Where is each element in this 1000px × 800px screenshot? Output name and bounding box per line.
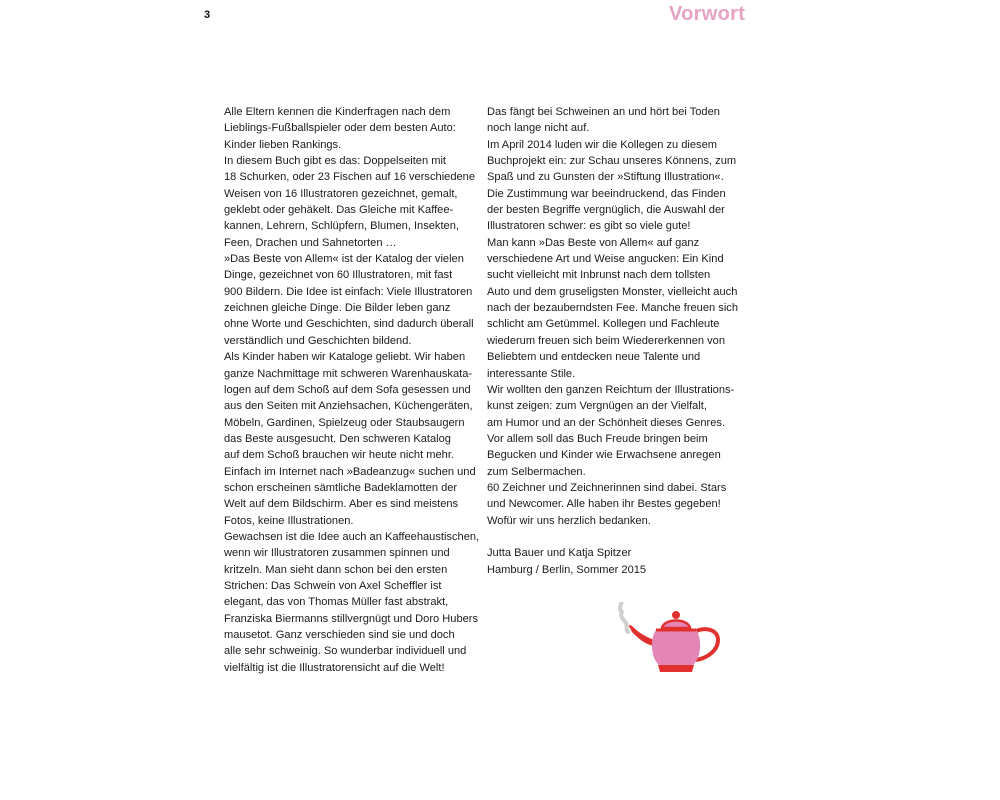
text-line: interessante Stile. <box>487 367 576 380</box>
steam-icon <box>620 602 628 632</box>
text-line: Im April 2014 luden wir die Kollegen zu diesem <box>487 138 718 151</box>
text-line: Auto und dem gruseligsten Monster, vielleicht auch <box>487 285 738 298</box>
text-line: mausetot. Ganz verschieden sind sie und doch <box>224 629 455 641</box>
text-line: Beliebtem und entdecken neue Talente und <box>487 351 701 364</box>
text-line: Dinge, gezeichnet von 60 Illustratoren, mit fast <box>224 269 453 282</box>
text-line: In diesem Buch gibt es das: Doppelseiten mit <box>224 155 446 168</box>
text-line: elegant, das von Thomas Müller fast abstrakt, <box>224 596 449 609</box>
text-line: 60 Zeichner und Zeichnerinnen sind dabei. Stars <box>487 481 727 494</box>
text-line: wiederum freuen sich beim Wiedererkennen von <box>487 334 726 347</box>
text-line: Die Zustimmung war beeindruckend, das Finden <box>487 187 726 200</box>
text-line: Begucken und Kinder wie Erwachsene anregen <box>487 449 721 462</box>
text-line: Als Kinder haben wir Kataloge geliebt. Wir haben <box>224 351 466 364</box>
text-line: Welt auf dem Bildschirm. Aber es sind meistens <box>224 498 459 511</box>
text-line: das Beste ausgesucht. Den schweren Katalog <box>224 432 451 445</box>
text-line: vielfältig ist die Illustratorensicht auf die Welt! <box>224 661 445 674</box>
text-line: »Das Beste von Allem« ist der Katalog der vielen <box>224 253 464 266</box>
signature-place-date: Hamburg / Berlin, Sommer 2015 <box>487 563 647 576</box>
text-line: Buchprojekt ein: zur Schau unseres Könnens, zum <box>487 155 737 168</box>
text-line: kannen, Lehrern, Schlüpfern, Blumen, Insekten, <box>224 220 459 233</box>
text-line: am Humor und an der Schönheit dieses Genres. <box>487 416 726 429</box>
text-line: sucht vielleicht mit Inbrunst nach dem tollsten <box>487 269 711 282</box>
text-line: auf dem Schoß brauchen wir heute nicht mehr. <box>224 449 455 462</box>
text-line: kritzeln. Man sieht dann schon bei den ersten <box>224 563 448 576</box>
text-line: noch lange nicht auf. <box>487 122 590 135</box>
text-line: Lieblings-Fußballspieler oder dem besten Auto: <box>224 122 456 135</box>
text-line: Vor allem soll das Buch Freude bringen beim <box>487 432 708 445</box>
text-line: Wir wollten den ganzen Reichtum der Illustrations- <box>487 383 735 396</box>
text-line: Möbeln, Gardinen, Spielzeug oder Staubsaugern <box>224 416 465 429</box>
text-line: Spaß und zu Gunsten der »Stiftung Illustration«. <box>487 171 724 184</box>
text-line: kunst zeigen: zum Vergnügen an der Vielfalt, <box>487 400 707 413</box>
text-line: Feen, Drachen und Sahnetorten … <box>224 236 397 249</box>
text-line: zum Selbermachen. <box>487 465 586 478</box>
text-line: 900 Bildern. Die Idee ist einfach: Viele Illustratoren <box>224 285 473 298</box>
text-line: verständlich und Geschichten bildend. <box>224 334 412 347</box>
text-line: Franziska Biermanns stillvergnügt und Doro Hubers <box>224 612 479 625</box>
teapot-icon <box>614 602 728 676</box>
text-line: Einfach im Internet nach »Badeanzug« suchen und <box>224 465 476 478</box>
text-line: schlicht am Getümmel. Kollegen und Fachleute <box>487 318 720 331</box>
text-line: Kinder lieben Rankings. <box>224 138 342 151</box>
right-body-text <box>487 104 743 529</box>
text-line: Das fängt bei Schweinen an und hört bei Toden <box>487 106 720 118</box>
text-line: wenn wir Illustratoren zusammen spinnen und <box>224 547 450 560</box>
text-line: alle sehr schweinig. So wunderbar individuell und <box>224 645 467 658</box>
text-line: Fotos, keine Illustrationen. <box>224 514 354 527</box>
page-number: 3 <box>204 9 211 21</box>
text-line: Strichen: Das Schwein von Axel Scheffler ist <box>224 579 442 592</box>
left-text-column <box>224 104 486 676</box>
text-line: Man kann »Das Beste von Allem« auf ganz <box>487 236 700 249</box>
text-line: logen auf dem Schoß auf dem Sofa gesessen und <box>224 383 471 396</box>
text-line: Illustratoren schwer: es gibt so viele gute! <box>487 220 691 233</box>
text-line: und Newcomer. Alle haben ihr Bestes gegeben! <box>487 498 721 511</box>
text-line: geklebt oder gehäkelt. Das Gleiche mit Kaffee- <box>224 204 454 217</box>
section-title: Vorwort <box>669 3 746 25</box>
text-line: Wofür wir uns herzlich bedanken. <box>487 514 651 527</box>
text-line: schon erscheinen sämtliche Badeklamotten der <box>224 481 458 494</box>
text-line: 18 Schurken, oder 23 Fischen auf 16 verschiedene <box>224 171 476 184</box>
text-line: Weisen von 16 Illustratoren gezeichnet, gemalt, <box>224 187 458 200</box>
text-line: nach der bezauberndsten Fee. Manche freuen sich <box>487 302 739 315</box>
text-line: der besten Begriffe vergnüglich, die Auswahl der <box>487 204 725 217</box>
text-line: ohne Worte und Geschichten, sind dadurch überall <box>224 318 474 331</box>
right-text-column <box>487 104 743 578</box>
text-line: ganze Nachmittage mit schweren Warenhauskata- <box>224 367 473 380</box>
text-line: aus den Seiten mit Anziehsachen, Küchengeräten, <box>224 400 473 413</box>
signature-authors: Jutta Bauer und Katja Spitzer <box>487 547 632 560</box>
text-line: verschiedene Art und Weise angucken: Ein Kind <box>487 253 724 266</box>
text-line: Gewachsen ist die Idee auch an Kaffeehaustischen, <box>224 530 480 543</box>
text-line: Alle Eltern kennen die Kinderfragen nach dem <box>224 106 451 118</box>
text-line: zeichnen gleiche Dinge. Die Bilder leben ganz <box>224 302 451 315</box>
